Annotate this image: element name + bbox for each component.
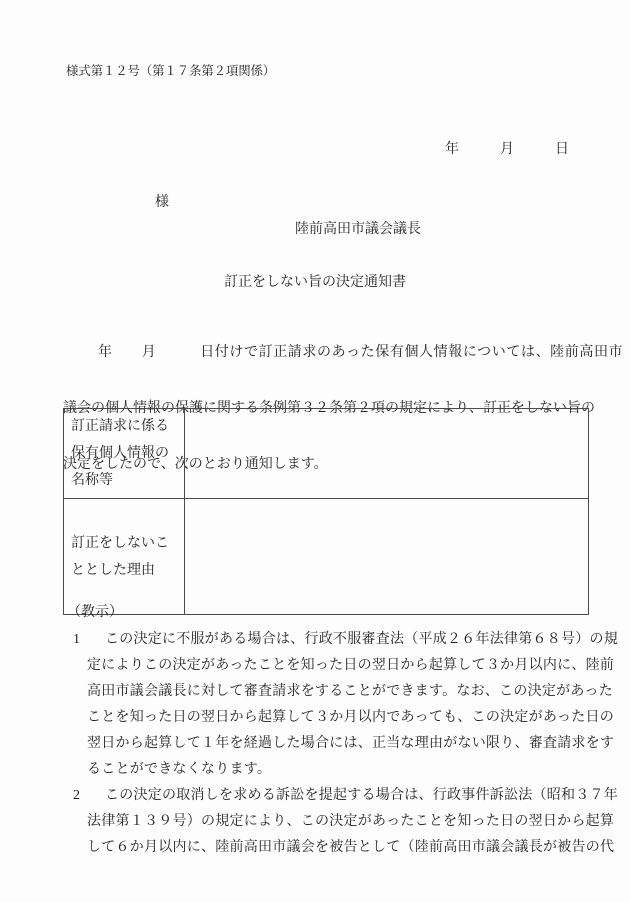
instructions-section <box>63 627 628 861</box>
instruction-line: ことを知った日の翌日から起算して３か月以内であっても、この決定があった日の <box>87 710 614 725</box>
table-row <box>64 499 589 615</box>
body-line: 議会の個人情報の保護に関する条例第３２条第２項の規定により、訂正をしない旨の <box>63 401 595 416</box>
row-label-requested-info: 訂正請求に係る保有個人情報の名称等 <box>64 409 185 499</box>
sender-title: 陸前高田市議会議長 <box>295 222 421 237</box>
instructions-heading: （教示） <box>67 605 123 620</box>
instruction-line: ることができなくなります。 <box>87 762 272 777</box>
document-title: 訂正をしない旨の決定通知書 <box>224 275 406 290</box>
body-line: 決定をしたので、次のとおり通知します。 <box>63 457 328 472</box>
date-day-label: 日 <box>555 142 569 157</box>
instruction-line: して６か月以内に、陸前高田市議会を被告として（陸前高田市議会議長が被告の代 <box>87 840 615 855</box>
instruction-line: 高田市議会議長に対して審査請求をすることができます。なお、この決定があった <box>87 684 613 699</box>
date-month-label: 月 <box>500 142 514 157</box>
notice-table <box>63 408 589 615</box>
instruction-line: 法律第１３９号）の規定により、この決定があったことを知った日の翌日から起算 <box>87 814 615 829</box>
addressee-honorific: 様 <box>155 195 169 210</box>
instruction-line: この決定に不服がある場合は、行政不服審査法（平成２６年法律第６８号）の規 <box>105 632 618 647</box>
instruction-line: この決定の取消しを求める訴訟を提起する場合は、行政事件訴訟法（昭和３７年 <box>105 788 618 803</box>
date-year-label: 年 <box>445 142 459 157</box>
instruction-item-number: 1 <box>73 632 80 647</box>
row-value-requested-info <box>185 409 589 499</box>
row-label-reason: 訂正をしないこととした理由 <box>64 499 185 615</box>
form-number: 様式第１２号（第１７条第２項関係） <box>66 64 276 78</box>
instruction-line: 定によりこの決定があったことを知った日の翌日から起算して３か月以内に、陸前 <box>87 658 615 673</box>
body-line: 年 月 日付けで訂正請求のあった保有個人情報については、陸前高田市 <box>98 345 624 360</box>
table-row <box>64 409 589 499</box>
row-value-reason <box>185 499 589 615</box>
instruction-item-number: 2 <box>73 788 80 803</box>
instruction-line: 翌日から起算して１年を経過した場合には、正当な理由がない限り、審査請求をす <box>87 736 615 751</box>
